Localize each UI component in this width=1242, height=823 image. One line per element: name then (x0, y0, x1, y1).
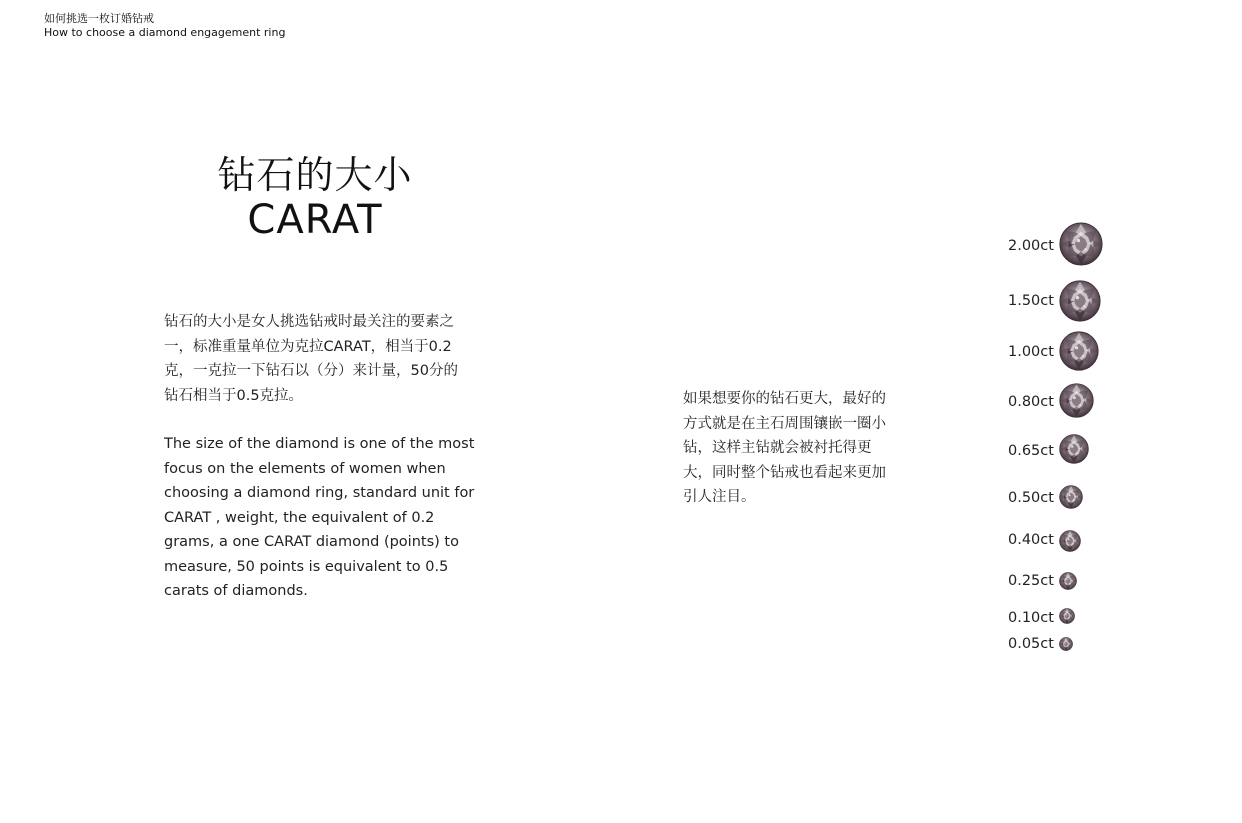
halo-tip-line: 如果想要你的钻石更大，最好的 (683, 391, 886, 407)
description-cn-line: 一，标准重量单位为克拉CARAT，相当于0.2 (164, 338, 452, 355)
carat-label: 0.40ct (1008, 532, 1054, 548)
halo-tip-line: 大，同时整个钻戒也看起来更加 (683, 464, 886, 481)
carat-label: 0.05ct (1008, 636, 1054, 652)
header-title-cn: 如何挑选一枚订婚钻戒 (44, 12, 154, 25)
carat-label: 2.00ct (1008, 238, 1054, 254)
carat-label: 0.80ct (1008, 394, 1054, 410)
halo-tip-line: 引人注目。 (683, 489, 756, 505)
carat-label: 0.10ct (1008, 610, 1054, 626)
diamond-icon (1059, 331, 1099, 371)
diamond-icon (1059, 434, 1089, 464)
diamond-icon (1059, 485, 1083, 509)
section-title-cn: 钻石的大小 (217, 153, 413, 197)
description-en-line: choosing a diamond ring, standard unit for (164, 485, 475, 501)
halo-tip-cn (683, 387, 893, 510)
description-en-line: CARAT , weight, the equivalent of 0.2 (164, 509, 435, 526)
diamond-icon (1059, 383, 1094, 418)
diamond-icon (1059, 530, 1081, 552)
description-en-line: The size of the diamond is one of the most (164, 436, 475, 452)
carat-label: 0.25ct (1008, 573, 1054, 589)
carat-label: 1.00ct (1008, 344, 1054, 360)
description-en (164, 432, 484, 604)
description-cn-line: 克，一克拉一下钻石以（分）来计量，50分的 (164, 363, 458, 379)
diamond-icon (1059, 572, 1077, 590)
description-cn-line: 钻石的大小是女人挑选钻戒时最关注的要素之 (164, 314, 454, 330)
carat-label: 1.50ct (1008, 293, 1054, 309)
page-header (44, 12, 285, 40)
description-cn-line: 钻石相当于0.5克拉。 (164, 387, 304, 404)
section-title (200, 152, 430, 242)
diamond-icon (1059, 222, 1103, 266)
header-title-en: How to choose a diamond engagement ring (44, 26, 286, 39)
description-cn (164, 310, 484, 408)
diamond-icon (1059, 608, 1075, 624)
diamond-icon (1059, 637, 1073, 651)
halo-tip-line: 钻，这样主钻就会被衬托得更 (683, 440, 872, 456)
carat-label: 0.50ct (1008, 490, 1054, 506)
description-en-line: measure, 50 points is equivalent to 0.5 (164, 558, 449, 575)
description-en-line: carats of diamonds. (164, 583, 308, 599)
halo-tip-line: 方式就是在主石周围镶嵌一圈小 (683, 415, 886, 432)
description-en-line: grams, a one CARAT diamond (points) to (164, 534, 459, 550)
description-en-line: focus on the elements of women when (164, 460, 446, 477)
diamond-icon (1059, 280, 1101, 322)
section-title-en: CARAT (247, 197, 383, 243)
carat-label: 0.65ct (1008, 443, 1054, 459)
